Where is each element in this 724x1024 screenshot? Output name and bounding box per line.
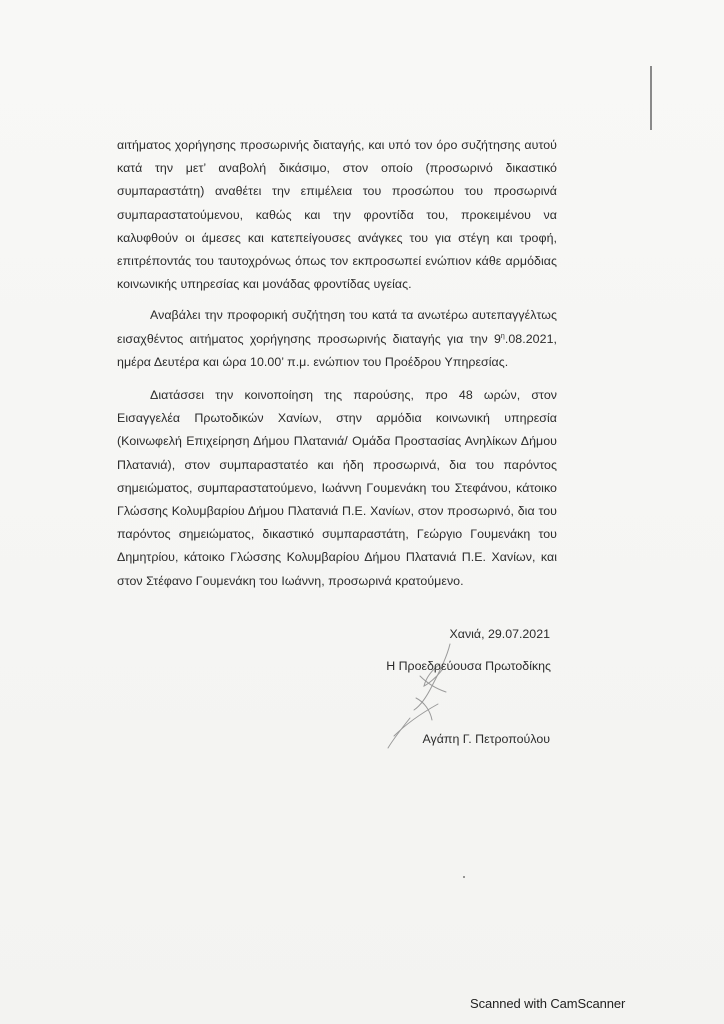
scan-speck	[463, 876, 465, 878]
place-and-date: Χανιά, 29.07.2021	[449, 627, 550, 641]
hearing-ordinal-superscript: η	[500, 332, 505, 340]
signer-name: Αγάπη Γ. Πετροπούλου	[422, 732, 550, 746]
paragraph-notification-order: Διατάσσει την κοινοποίηση της παρούσης, προ 48 ωρών, στον Εισαγγελέα Πρωτοδικών Χανίων, στην αρμόδια κοινωνική υπηρεσία (Κοινωφελή Επιχείρηση Δήμου Πλατανιά/ Ομάδα Προστασίας Ανηλίκων Δήμου Πλατανιά), στον συμπαραστατέο και ήδη προσωρινά, δια του παρόντος σημειώματος, συμπαραστατούμενο, Ιωάννη Γουμενάκη του Στεφάνου, κάτοικο Γλώσσης Κολυμβαρίου Δήμου Πλατανιά Π.Ε. Χανίων, στον προσωρινό, δια του παρόντος σημειώματος, δικαστικό συμπαραστάτη, Γεώργιο Γουμενάκη του Δημητρίου, κάτοικο Γλώσσης Κολυμβαρίου Δήμου Πλατανιά Π.Ε. Χανίων, και στον Στέφανο Γουμενάκη του Ιωάννη, προσωρινά κρατούμενο.	[117, 388, 557, 588]
paragraph-hearing-postponement	[117, 304, 557, 374]
scan-edge-mark	[650, 66, 652, 130]
hearing-text-before: Αναβάλει την προφορική συζήτηση του κατά τα ανωτέρω αυτεπαγγέλτως εισαχθέντος αιτήματος χορήγησης προσωρινής διαταγής για την 9	[117, 308, 557, 346]
hearing-text-after: .08.2021, ημέρα Δευτέρα και ώρα 10.00’ π.μ. ενώπιον του Προέδρου Υπηρεσίας.	[117, 331, 557, 369]
paragraph-continuation: αιτήματος χορήγησης προσωρινής διαταγής, και υπό τον όρο συζήτησης αυτού κατά την μετ’ αναβολή δικάσιμο, στον οποίο (προσωρινό δικαστικό συμπαραστάτη) αναθέτει την επιμέλεια του προσώπου του προσωρινά συμπαραστατούμενου, καθώς και την φροντίδα του, προκειμένου να καλυφθούν οι άμεσες και κατεπείγουσες ανάγκες του για στέγη και τροφή, επιτρέποντάς του ταυτοχρόνως όπως τον εκπροσωπεί ενώπιον κάθε αρμόδιας κοινωνικής υπηρεσίας και μονάδας φροντίδας υγείας.	[117, 138, 557, 292]
document-body	[117, 134, 557, 593]
scanner-watermark: Scanned with CamScanner	[470, 996, 626, 1011]
signer-role: Η Προεδρεύουσα Πρωτοδίκης	[386, 659, 551, 673]
